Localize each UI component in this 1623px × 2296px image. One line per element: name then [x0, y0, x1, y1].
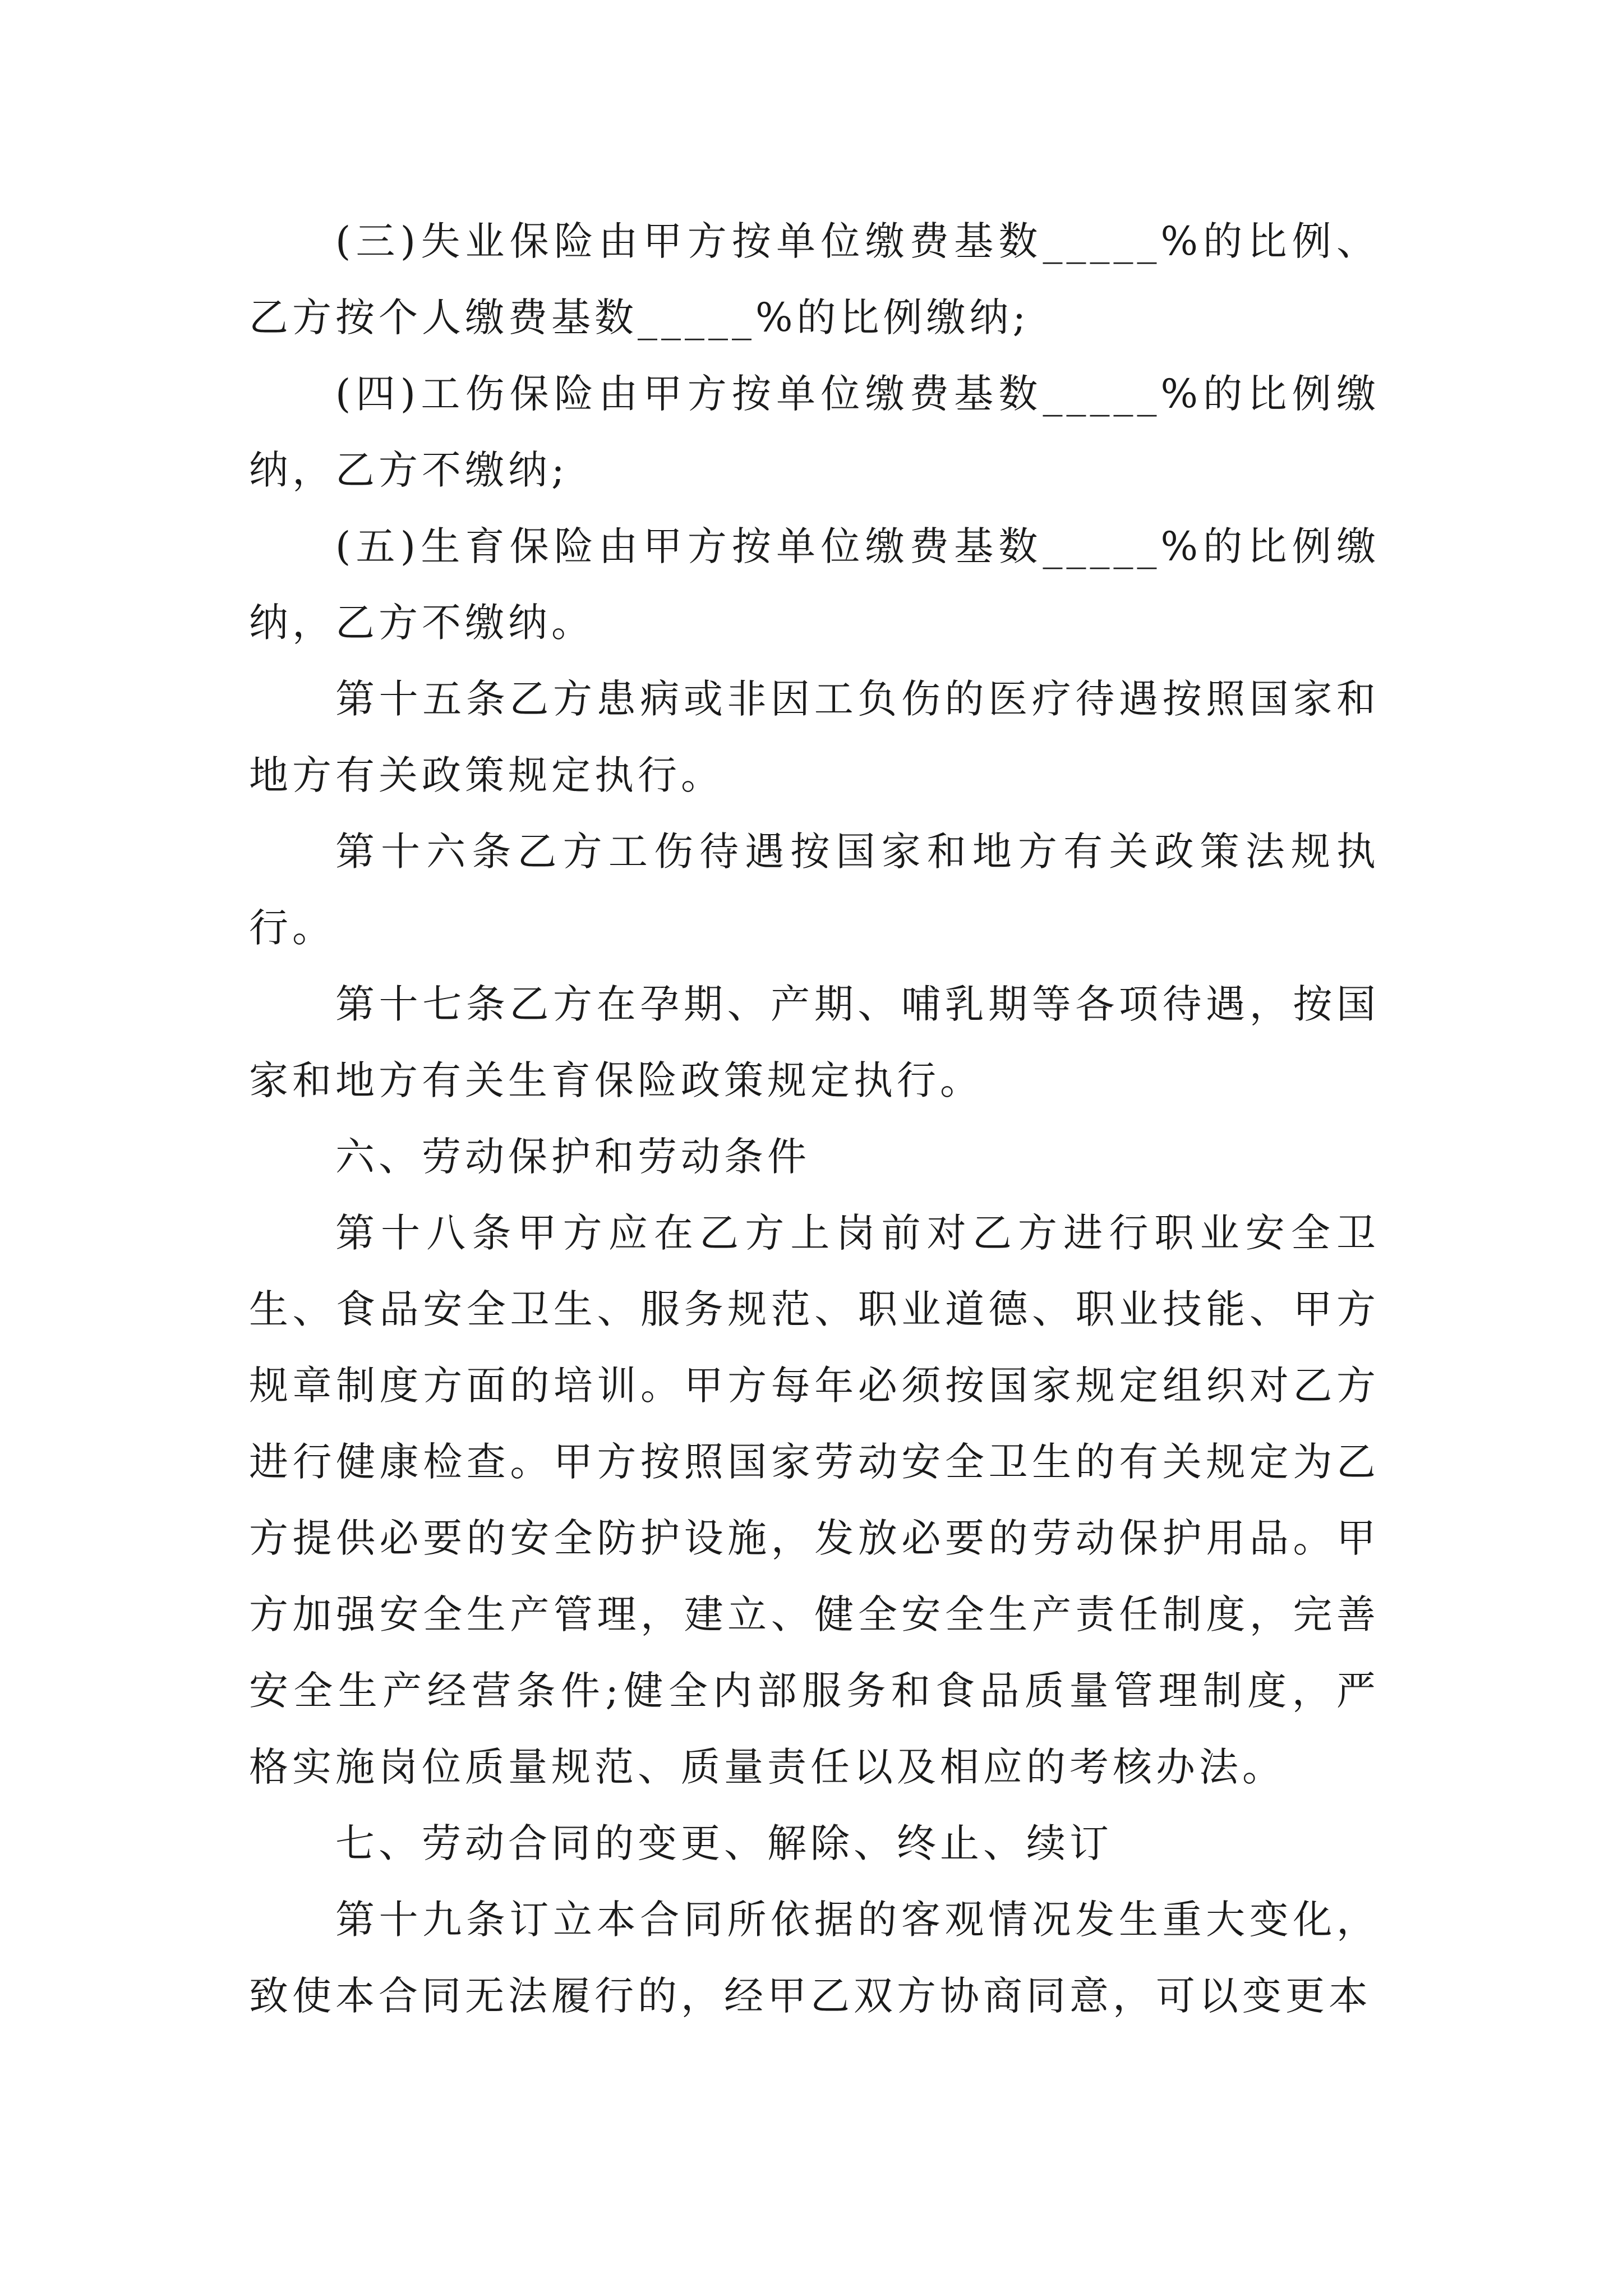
article-16: 第十六条乙方工伤待遇按国家和地方有关政策法规执行。 — [249, 829, 1380, 951]
section-heading-7: 七、劳动合同的变更、解除、终止、续订 — [335, 1820, 1113, 1866]
article-15: 第十五条乙方患病或非因工负伤的医疗待遇按照国家和地方有关政策规定执行。 — [249, 676, 1380, 798]
article-17: 第十七条乙方在孕期、产期、哺乳期等各项待遇，按国家和地方有关生育保险政策规定执行。 — [249, 981, 1380, 1103]
article-18: 第十八条甲方应在乙方上岗前对乙方进行职业安全卫生、食品安全卫生、服务规范、职业道德、职业技能、甲方规章制度方面的培训。甲方每年必须按国家规定组织对乙方进行健康检查。甲方按照国家劳动安全卫生的有关规定为乙方提供必要的安全防护设施，发放必要的劳动保护用品。甲方加强安全生产管理，建立、健全安全生产责任制度，完善安全生产经营条件;健全内部服务和食品质量管理制度，严格实施岗位质量规范、质量责任以及相应的考核办法。 — [249, 1210, 1380, 1790]
document-body — [249, 203, 1380, 2034]
article-19: 第十九条订立本合同所依据的客观情况发生重大变化，致使本合同无法履行的，经甲乙双方协商同意，可以变更本 — [249, 1897, 1380, 2019]
clause-work-injury-insurance: (四)工伤保险由甲方按单位缴费基数_____%的比例缴纳，乙方不缴纳; — [249, 371, 1380, 493]
section-heading-6: 六、劳动保护和劳动条件 — [335, 1134, 810, 1180]
clause-maternity-insurance: (五)生育保险由甲方按单位缴费基数_____%的比例缴纳，乙方不缴纳。 — [249, 523, 1380, 646]
clause-unemployment-insurance: (三)失业保险由甲方按单位缴费基数_____%的比例、乙方按个人缴费基数_____%的比例缴纳; — [249, 218, 1380, 341]
